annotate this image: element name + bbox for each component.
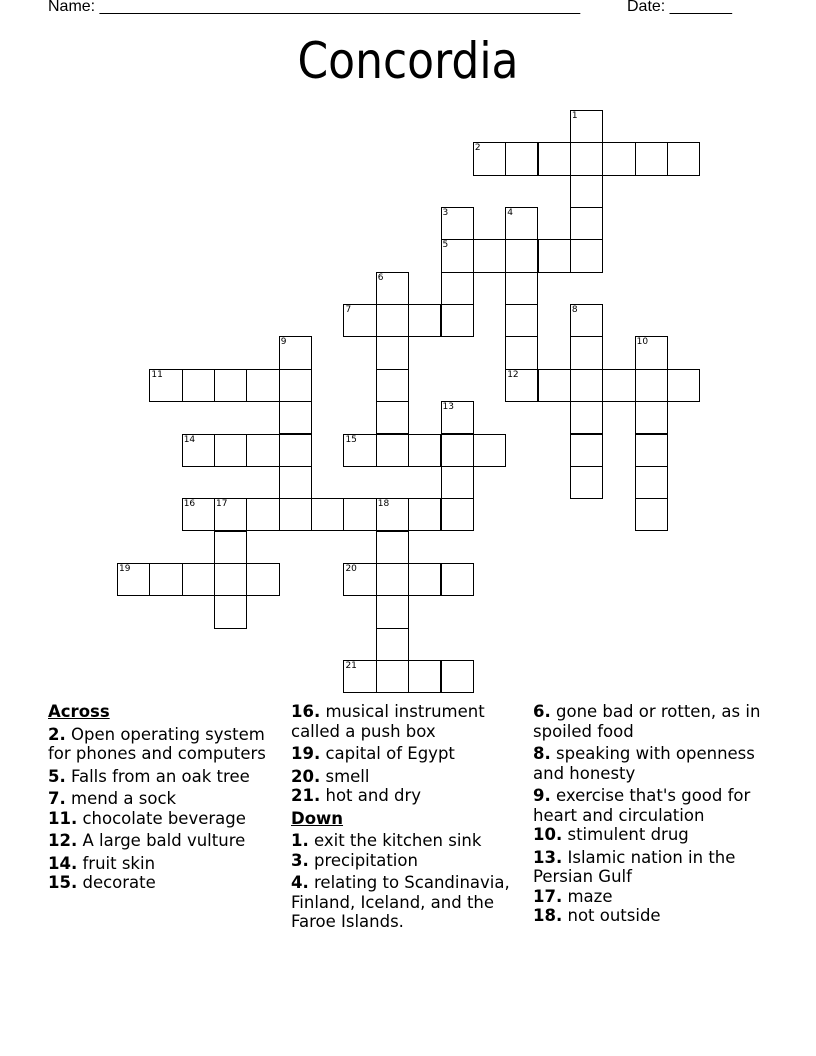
grid-cell[interactable] [408, 304, 441, 337]
clue-number: 12 [507, 369, 519, 380]
clue-number: 4 [507, 208, 513, 219]
grid-cell[interactable] [343, 304, 376, 337]
clue-down-8: 8. speaking with openness and honesty [533, 744, 755, 783]
grid-cell[interactable] [279, 336, 312, 369]
grid-cell[interactable] [408, 434, 441, 467]
grid-cell[interactable] [376, 401, 409, 434]
grid-cell[interactable] [408, 498, 441, 531]
clue-number: 11 [151, 369, 163, 380]
grid-cell[interactable] [570, 336, 603, 369]
grid-cell[interactable] [473, 434, 506, 467]
grid-cell[interactable] [441, 498, 474, 531]
grid-cell[interactable] [570, 239, 603, 272]
clue-down-10: 10. stimulent drug [533, 825, 689, 844]
down-heading: Down [291, 808, 344, 828]
clue-number: 13 [442, 402, 454, 413]
grid-cell[interactable] [441, 239, 474, 272]
grid-cell[interactable] [214, 563, 247, 596]
clue-number: 2 [474, 143, 481, 154]
grid-cell[interactable] [343, 434, 376, 467]
grid-cell[interactable] [667, 142, 700, 175]
clue-across-12: 12. A large bald vulture [48, 831, 246, 850]
grid-cell[interactable] [441, 304, 474, 337]
grid-cell[interactable] [635, 434, 668, 467]
clue-number: 1 [571, 111, 578, 121]
grid-cell[interactable] [538, 239, 571, 272]
grid-cell[interactable] [376, 531, 409, 564]
clue-number: 9 [280, 337, 287, 348]
grid-cell[interactable] [570, 142, 603, 175]
clue-down-1: 1. exit the kitchen sink [291, 831, 482, 850]
grid-cell[interactable] [246, 369, 279, 402]
grid-cell[interactable] [117, 563, 150, 596]
grid-cell[interactable] [343, 563, 376, 596]
grid-cell[interactable] [246, 498, 279, 531]
clue-across-11: 11. chocolate beverage [48, 808, 246, 828]
grid-cell[interactable] [635, 369, 668, 402]
clue-across-19: 19. capital of Egypt [291, 744, 455, 763]
clue-across-20: 20. smell [291, 766, 370, 786]
grid-cell[interactable] [635, 466, 668, 499]
grid-cell[interactable] [279, 401, 312, 434]
grid-cell[interactable] [182, 369, 215, 402]
grid-cell[interactable] [182, 498, 215, 531]
clue-number: 7 [345, 305, 352, 316]
grid-cell[interactable] [473, 239, 506, 272]
name-field-label: Name: ______________________________________________________ [48, 0, 581, 15]
grid-cell[interactable] [570, 401, 603, 434]
grid-cell[interactable] [441, 563, 474, 596]
grid-cell[interactable] [214, 595, 247, 628]
grid-cell[interactable] [602, 142, 635, 175]
clue-across-7: 7. mend a sock [48, 789, 177, 808]
grid-cell[interactable] [505, 304, 538, 337]
grid-cell[interactable] [376, 304, 409, 337]
grid-cell[interactable] [667, 369, 700, 402]
grid-cell[interactable] [570, 207, 603, 240]
grid-cell[interactable] [279, 466, 312, 499]
grid-cell[interactable] [408, 660, 441, 693]
grid-cell[interactable] [343, 498, 376, 531]
clue-number: 5 [442, 240, 449, 251]
grid-cell[interactable] [441, 660, 474, 693]
grid-cell[interactable] [635, 142, 668, 175]
clue-number: 17 [216, 499, 228, 510]
grid-cell[interactable] [376, 336, 409, 369]
clue-across-2: 2. Open operating system for phones and computers [48, 724, 266, 763]
grid-cell[interactable] [505, 272, 538, 305]
grid-cell[interactable] [376, 498, 409, 531]
clue-across-21: 21. hot and dry [291, 786, 422, 805]
grid-cell[interactable] [376, 595, 409, 628]
clue-number: 8 [571, 305, 578, 316]
clue-number: 10 [636, 337, 649, 348]
grid-cell[interactable] [441, 466, 474, 499]
clue-number: 19 [119, 563, 131, 574]
clue-number: 18 [377, 499, 390, 510]
grid-cell[interactable] [149, 369, 182, 402]
clue-number: 15 [345, 434, 357, 445]
grid-cell[interactable] [570, 466, 603, 499]
grid-cell[interactable] [570, 369, 603, 402]
grid-cell[interactable] [246, 563, 279, 596]
grid-cell[interactable] [538, 369, 571, 402]
grid-cell[interactable] [505, 369, 538, 402]
grid-cell[interactable] [311, 498, 344, 531]
grid-cell[interactable] [182, 434, 215, 467]
grid-cell[interactable] [635, 498, 668, 531]
grid-cell[interactable] [376, 369, 409, 402]
grid-cell[interactable] [182, 563, 215, 596]
clue-down-17: 17. maze [533, 886, 613, 906]
grid-cell[interactable] [441, 207, 474, 240]
grid-cell[interactable] [538, 142, 571, 175]
clue-number: 14 [183, 434, 196, 445]
grid-cell[interactable] [149, 563, 182, 596]
clue-across-16: 16. musical instrument called a push box [291, 702, 485, 741]
grid-cell[interactable] [376, 660, 409, 693]
clue-number: 6 [377, 272, 384, 283]
clue-down-3: 3. precipitation [291, 850, 418, 870]
date-field-label: Date: _______ [627, 0, 732, 15]
grid-cell[interactable] [214, 434, 247, 467]
grid-cell[interactable] [279, 498, 312, 531]
grid-cell[interactable] [376, 628, 409, 661]
clue-down-13: 13. Islamic nation in the Persian Gulf [533, 847, 736, 886]
grid-cell[interactable] [570, 304, 603, 337]
grid-cell[interactable] [635, 336, 668, 369]
grid-cell[interactable] [214, 369, 247, 402]
clue-number: 21 [345, 660, 357, 671]
grid-cell[interactable] [473, 142, 506, 175]
grid-cell[interactable] [376, 563, 409, 596]
grid-cell[interactable] [441, 272, 474, 305]
grid-cell[interactable] [570, 110, 603, 143]
grid-cell[interactable] [505, 239, 538, 272]
clue-down-9: 9. exercise that's good for heart and circulation [533, 786, 751, 825]
clue-number: 3 [442, 208, 449, 219]
clues-column-2 [291, 702, 526, 935]
grid-cell[interactable] [408, 563, 441, 596]
clue-down-6: 6. gone bad or rotten, as in spoiled food [533, 702, 761, 741]
grid-cell[interactable] [635, 401, 668, 434]
grid-cell[interactable] [602, 369, 635, 402]
clue-number: 20 [345, 563, 357, 574]
clue-across-14: 14. fruit skin [48, 853, 156, 873]
grid-cell[interactable] [505, 142, 538, 175]
grid-cell[interactable] [441, 401, 474, 434]
grid-cell[interactable] [214, 498, 247, 531]
grid-cell[interactable] [214, 531, 247, 564]
clue-number: 16 [183, 499, 196, 510]
grid-cell[interactable] [570, 175, 603, 208]
clue-down-18: 18. not outside [533, 906, 661, 925]
grid-cell[interactable] [279, 434, 312, 467]
clues-column-1 [48, 702, 283, 896]
grid-cell[interactable] [505, 207, 538, 240]
clue-across-5: 5. Falls from an oak tree [48, 766, 250, 786]
grid-cell[interactable] [441, 434, 474, 467]
clue-down-4: 4. relating to Scandinavia, Finland, Iceland, and the Faroe Islands. [291, 873, 510, 931]
grid-cell[interactable] [343, 660, 376, 693]
grid-cell[interactable] [570, 434, 603, 467]
puzzle-title: Concordia [297, 32, 519, 90]
grid-cell[interactable] [376, 272, 409, 305]
grid-cell[interactable] [376, 434, 409, 467]
clues-column-3 [533, 702, 768, 929]
across-heading: Across [48, 702, 110, 721]
grid-cell[interactable] [246, 434, 279, 467]
grid-cell[interactable] [505, 336, 538, 369]
grid-cell[interactable] [279, 369, 312, 402]
clue-across-15: 15. decorate [48, 873, 156, 892]
